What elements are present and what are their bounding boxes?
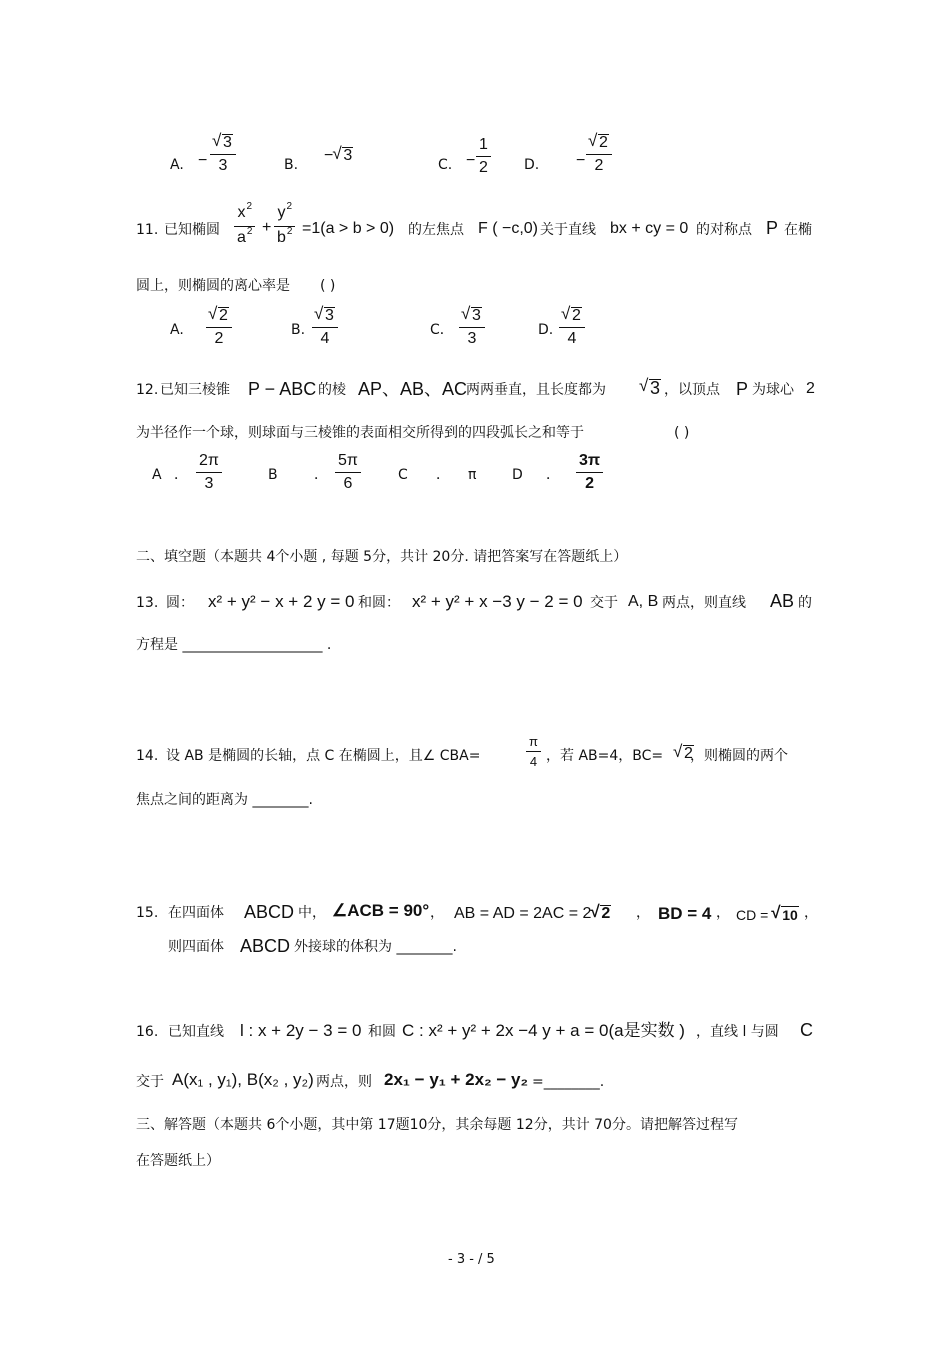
q14-text: 设 AB 是椭圆的长轴，点 C 在椭圆上，且∠ CBA= <box>166 748 481 764</box>
q15-comma: ， <box>636 905 650 921</box>
q11-answer-paren: ( ) <box>320 278 336 294</box>
q11-text: 已知椭圆 <box>164 222 220 238</box>
q11-option-a-fraction: √ $\frac{2}{2}$ <box>206 307 232 348</box>
q11-text: 在椭 <box>784 222 812 238</box>
q10-option-d-label: D. <box>524 157 540 173</box>
q13-text: 和圆： <box>358 595 400 611</box>
q13-circle-2: x² + y² + x −3 y − 2 = 0 <box>412 592 583 611</box>
q15-condition-1: AB = AD = 2AC = 2√ 2 <box>454 904 611 924</box>
q10-option-c-sign: − <box>466 152 476 169</box>
q12-length: √ 3 <box>640 378 661 398</box>
q10-option-b-value: −√ 3 <box>324 146 353 166</box>
q11-text: 的左焦点 <box>408 222 464 238</box>
q12-text: 两两垂直，且长度都为 <box>466 382 606 398</box>
q12-text: 已知三棱锥 <box>160 382 230 398</box>
q11-text-line2: 圆上，则椭圆的离心率是 <box>136 278 290 294</box>
section-3-heading-line2: 在答题纸上） <box>136 1153 220 1169</box>
q15-number: 15. <box>136 905 159 921</box>
q16-text: ，直线 l 与圆 <box>696 1024 779 1040</box>
q16-circle-c: C : x² + y² + 2x −4 y + a = 0(a是实数 ) <box>402 1021 685 1040</box>
q11-option-c-label: C． <box>430 322 454 338</box>
q11-option-c-fraction: √ $\frac{3}{3}$ <box>459 307 485 348</box>
q16-text: 两点，则 <box>316 1074 372 1090</box>
q12-text: 的棱 <box>318 382 346 398</box>
q10-a-denominator: 3 <box>210 154 236 175</box>
q10-option-a-label: A. <box>170 157 184 173</box>
q13-answer-line: 方程是 ____________________ . <box>136 637 332 653</box>
q12-option-b-dot: ． <box>314 467 328 483</box>
q12-number: 12. <box>136 382 159 398</box>
q11-option-b-fraction: √ $\frac{3}{4}$ <box>312 307 338 348</box>
q13-text: 圆： <box>166 595 194 611</box>
q12-radius: 2 <box>806 380 815 397</box>
q16-text: 和圆 <box>368 1024 396 1040</box>
q16-expression: 2x₁ − y₁ + 2x₂ − y₂ <box>384 1070 529 1089</box>
q16-text: 已知直线 <box>168 1024 224 1040</box>
q15-comma: ， <box>430 905 444 921</box>
q14-answer-line: 焦点之间的距离为 ________. <box>136 792 313 808</box>
q12-option-c-label: C <box>398 467 408 483</box>
q12-option-c-dot: ． <box>436 467 450 483</box>
q12-point-p: P <box>736 379 749 399</box>
q11-ellipse-x-term: $\frac{x^2}{a^2}$ <box>234 204 255 249</box>
page-number: - 3 - / 5 <box>448 1252 495 1267</box>
q16-answer-line: =________. <box>532 1074 605 1090</box>
q15-condition-3: CD = √ 10 <box>736 905 799 925</box>
section-2-heading: 二、填空题（本题共 4个小题 , 每题 5分，共计 20分. 请把答案写在答题纸上） <box>136 549 628 565</box>
q11-number: 11. <box>136 222 159 238</box>
q15-comma: ， <box>716 905 730 921</box>
section-3-heading: 三、解答题（本题共 6个小题，其中第 17题10分，其余每题 12分，共计 70分。请把解答过程写 <box>136 1117 738 1133</box>
q13-circle-1: x² + y² − x + 2 y = 0 <box>208 592 355 611</box>
q15-condition-2: BD = 4 <box>658 904 712 923</box>
q12-option-d-fraction: $\frac{3\pi}{2}$ <box>576 452 603 493</box>
q11-equation-tail: =1(a > b > 0) <box>302 220 395 237</box>
q15-comma: ， <box>804 905 818 921</box>
q10-option-a-fraction <box>210 134 236 175</box>
q10-option-b-label: B. <box>284 157 299 173</box>
q11-option-d-fraction: √ $\frac{2}{4}$ <box>559 307 585 348</box>
q15-text-line2: 则四面体 <box>168 939 224 955</box>
q14-number: 14. <box>136 748 159 764</box>
q13-line-ab: AB <box>770 591 795 611</box>
q13-number: 13. <box>136 595 159 611</box>
q11-point-p: P <box>766 218 779 238</box>
q16-number: 16. <box>136 1024 159 1040</box>
q16-intersection-points: A(x₁ , y₁), B(x₂ , y₂) <box>172 1070 314 1089</box>
q12-option-b-fraction: $\frac{5\pi}{6}$ <box>335 452 361 493</box>
q12-option-d-dot: ． <box>546 467 560 483</box>
q15-tetrahedron: ABCD <box>244 902 295 922</box>
q10-option-a-sign: − <box>198 152 208 169</box>
q12-option-d-label: D <box>512 467 523 483</box>
q13-text: 的 <box>798 595 812 611</box>
q12-option-c-value: π <box>468 467 477 483</box>
q12-text-line2: 为半径作一个球，则球面与三棱锥的表面相交所得到的四段弧长之和等于 <box>136 425 584 441</box>
q11-text: 的对称点 <box>696 222 752 238</box>
q15-answer-line: 外接球的体积为 ________. <box>294 939 457 955</box>
q14-bc-value: √ 2 <box>674 744 694 764</box>
q11-focus: F ( −c,0) <box>478 220 539 237</box>
q10-option-c-fraction: $\frac{1}{2}$ <box>476 136 491 177</box>
q11-text: 关于直线 <box>540 222 596 238</box>
q10-option-c-label: C. <box>438 157 453 173</box>
q16-text-line2: 交于 <box>136 1074 164 1090</box>
q11-option-b-label: B. <box>291 322 306 338</box>
q11-option-a-label: A. <box>170 322 184 338</box>
q10-option-d-sign: − <box>576 152 586 169</box>
q12-text: ，以顶点 <box>664 382 720 398</box>
q11-option-d-label: D. <box>538 322 554 338</box>
q13-text: 两点，则直线 <box>662 595 746 611</box>
q12-pyramid: P − ABC <box>248 379 317 399</box>
q11-line: bx + cy = 0 <box>610 220 689 237</box>
q14-text: ，则椭圆的两个 <box>690 748 788 764</box>
q15-tetrahedron-2: ABCD <box>240 936 291 956</box>
q16-line-l: l : x + 2y − 3 = 0 <box>240 1021 362 1040</box>
q14-text: ，若 AB=4，BC= <box>546 748 664 764</box>
q10-a-radicand: 3 <box>223 134 232 151</box>
q11-ellipse-y-term: $\frac{y^2}{b^2}$ <box>274 204 295 249</box>
q12-answer-paren: ( ) <box>674 425 690 441</box>
q10-option-d-fraction: √ $\frac{2}{2}$ <box>586 134 612 175</box>
q15-text: 在四面体 <box>168 905 224 921</box>
q15-text: 中， <box>298 905 326 921</box>
q12-option-a-fraction: $\frac{2\pi}{3}$ <box>196 452 222 493</box>
exam-page: A. − √ $\frac{3}{3}$ B. −√ 3 C. − $\frac{1}{2}$ D. − √ $\frac{2}{2}$ 11. 已知椭圆 $\frac{x^2}{a^2}$ + $\frac{y^2}{b^2}$ =1(a > b > 0) 的左焦点 F ( −c,0) 关于直线 bx + cy = 0 的对称点 P 在椭 圆上，则椭圆的离心率是 ( ) A. √ $\frac{2}{2}$ B. √ $\frac{3}{4}$ C． √ $\frac{3}{3}$ D. √ $\frac{2}{4}$ 12. 已知三棱锥 P − ABC 的棱 AP、AB、AC 两两垂直，且长度都为 √ 3 ，以顶点 P 为球心 2 为半径作一个球，则球面与三棱锥的表面相交所得到的四段弧长之和等于 ( ) A ． $\frac{2\pi}{3}$ B ． $\frac{5\pi}{6}$ C ． π D ． $\frac{3\pi}{2}$ 二、填空题（本题共 4个小题 , 每题 5分，共计 20分. 请把答案写在答题纸上） 13. 圆： x² + y² − x + 2 y = 0 和圆： x² + y² + x −3 y − 2 = 0 交于 A, B 两点，则直线 AB 的 方程是 ____________________ . 14. 设 AB 是椭圆的长轴，点 C 在椭圆上，且∠ CBA= $\frac{\pi}{4}$ ，若 AB=4，BC= √ 2 ，则椭圆的两个 焦点之间的距离为 ________. 15. 在四面体 ABCD 中， ∠ACB = 90° ， AB = AD = 2AC = 2√ 2 ， BD = 4 ， CD = √ 10 ， 则四面体 ABCD 外接球的体积为 ________. 16. 已知直线 l : x + 2y − 3 = 0 和圆 C : x² + y² + 2x −4 y + a = 0(a是实数 ) ，直线 l 与圆 C 交于 A(x₁ , y₁), B(x₂ , y₂) 两点，则 2x₁ − y₁ + 2x₂ − y₂ =________. 三、解答题（本题共 6个小题，其中第 17题10分，其余每题 12分，共计 70分。请把解答过程写 在答题纸上） - 3 - / 5 <box>0 0 950 1345</box>
q16-circle-label: C <box>800 1020 813 1040</box>
q12-option-a-label: A <box>152 467 162 483</box>
q12-edges: AP、AB、AC <box>358 379 468 399</box>
q12-option-b-label: B <box>268 467 278 483</box>
q13-points: A, B <box>628 593 659 610</box>
q12-text: 为球心 <box>752 382 794 398</box>
q12-option-a-dot: ． <box>174 467 188 483</box>
q14-angle-fraction: $\frac{\pi}{4}$ <box>526 734 541 769</box>
q13-text: 交于 <box>590 595 618 611</box>
q15-angle: ∠ACB = 90° <box>332 901 430 920</box>
